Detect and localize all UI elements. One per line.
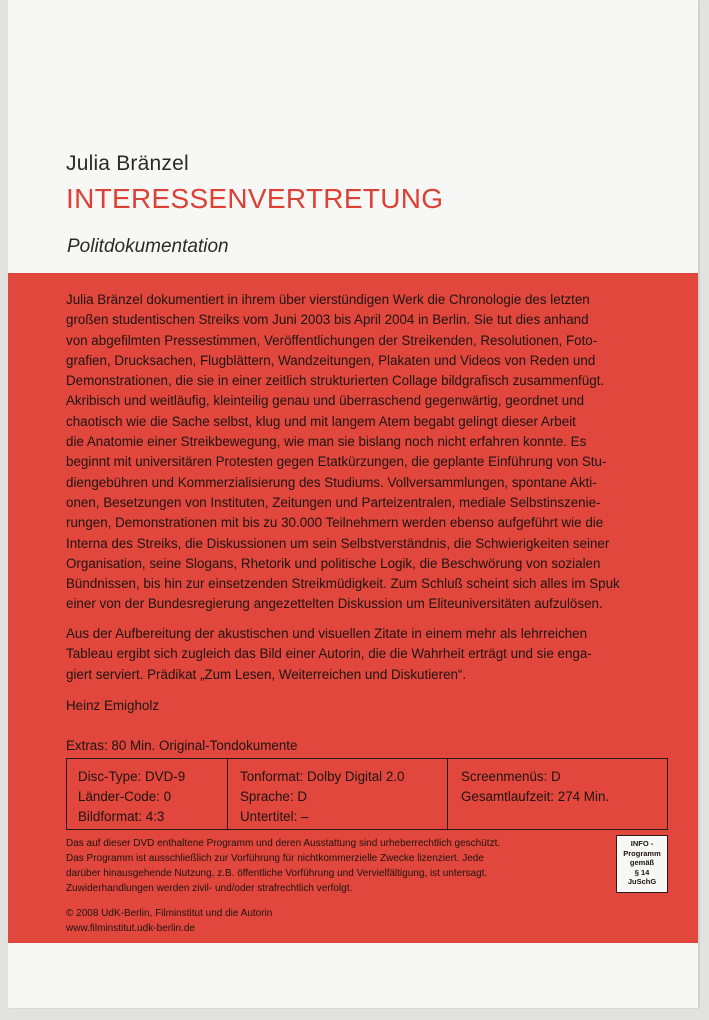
spec-language: Sprache: D [240,789,307,804]
spec-audio-format: Tonformat: Dolby Digital 2.0 [240,769,405,784]
spec-aspect-ratio: Bildformat: 4:3 [78,809,165,824]
text-line: darüber hinausgehende Nutzung, z.B. öffentliche Vorführung und Vervielfältigung, ist untersagt. [66,868,488,879]
dvd-back-cover [8,0,698,1008]
text-line: die Anatomie einer Streikbewegung, wie man sie bislang noch nicht erfahren konnte. Es [66,434,587,450]
text-line: Demonstrationen, die sie in einer zeitlich strukturierten Collage bildgrafisch zusammenfügt. [66,373,605,389]
specs-column-disc [78,767,185,827]
technical-specs-table [66,758,668,830]
badge-line: JuSchG [627,877,657,886]
table-divider [227,759,228,829]
spec-subtitles: Untertitel: – [240,809,309,824]
copyright-notice [66,836,614,896]
text-line: Zuwiderhandlungen werden zivil- und/oder strafrechtlich verfolgt. [66,883,353,894]
juschg-info-badge [616,835,668,893]
author-name: Julia Bränzel [66,152,189,175]
text-line: Das auf dieser DVD enthaltene Programm und deren Ausstattung sind urheberrechtlich geschützt. [66,838,501,849]
description-paragraph-2 [66,624,666,685]
text-line: chaotisch wie die Sache selbst, klug und mit langem Atem begabt gelingt dieser Arbeit [66,413,576,429]
text-line: beginnt mit universitären Protesten gegen Etatkürzungen, die geplante Einführung von Stu- [66,454,607,470]
text-line: Bündnissen, bis hin zur einsetzenden Streikmüdigkeit. Zum Schluß scheint sich alles im Spuk [66,576,620,592]
badge-line: § 14 [634,867,650,877]
text-line: Das Programm ist ausschließlich zur Vorführung für nichtkommerzielle Zwecke lizenziert. Jede [66,853,484,864]
text-line: großen studentischen Streiks vom Juni 2003 bis April 2004 in Berlin. Sie tut dies anhand [66,312,589,328]
badge-line: INFO - [630,839,654,848]
specs-column-menu [461,767,609,807]
film-title: INTERESSENVERTRETUNG [66,183,444,214]
website-link: www.filminstitut.udk-berlin.de [66,923,195,934]
specs-column-audio [240,767,404,827]
spec-screen-menus: Screenmenüs: D [461,769,561,784]
table-divider [447,759,448,829]
text-line: giert serviert. Prädikat „Zum Lesen, Weiterreichen und Diskutieren“. [66,666,467,682]
spec-runtime: Gesamtlaufzeit: 274 Min. [461,789,610,804]
text-line: Aus der Aufbereitung der akustischen und visuellen Zitate in einem mehr als lehrreichen [66,626,588,641]
text-line: von abgefilmten Pressestimmen, Veröffentlichungen der Streikenden, Resolutionen, Foto- [66,332,598,348]
publisher-info [66,906,272,936]
text-line: Organisation, seine Slogans, Rhetorik und politische Logik, die Beschwörung von sozialen [66,555,601,571]
text-line: Akribisch und weitläufig, kleinteilig genau und überraschend gegenwärtig, geordnet und [66,393,585,409]
film-genre: Politdokumentation [67,236,229,257]
text-line: rungen, Demonstrationen mit bis zu 30.000 Teilnehmern werden ebenso aufgeführt wie die [66,515,604,531]
description-paragraph-1 [66,290,666,615]
text-line: Tableau ergibt sich zugleich das Bild einer Autorin, die die Wahrheit erträgt und sie enga- [66,646,592,662]
text-line: einer von der Bundesregierung angezettelten Diskussion um Eliteuniversitäten aufzulösen. [66,596,603,612]
badge-line: Programm [623,848,661,858]
text-line: grafien, Drucksachen, Flugblättern, Wandzeitungen, Plakaten und Videos von Reden und [66,352,596,368]
text-line: Julia Bränzel dokumentiert in ihrem über vierstündigen Werk die Chronologie des letzten [66,292,590,307]
spec-disc-type: Disc-Type: DVD-9 [78,769,186,784]
text-line: onen, Besetzungen von Instituten, Zeitungen und Parteizentralen, mediale Selbstinszenie- [66,494,601,510]
review-signature: Heinz Emigholz [66,698,160,713]
description-panel [8,273,698,943]
text-line: Interna des Streiks, die Diskussionen um sein Selbstverständnis, die Schwierigkeiten seiner [66,535,610,551]
text-line: diengebühren und Kommerzialisierung des Studiums. Vollversammlungen, spontane Akti- [66,474,597,490]
badge-line: gemäß [629,858,655,867]
extras-info: Extras: 80 Min. Original-Tondokumente [66,738,298,753]
copyright-line: © 2008 UdK-Berlin, Filminstitut und die Autorin [66,908,273,919]
spec-region-code: Länder-Code: 0 [78,789,172,804]
